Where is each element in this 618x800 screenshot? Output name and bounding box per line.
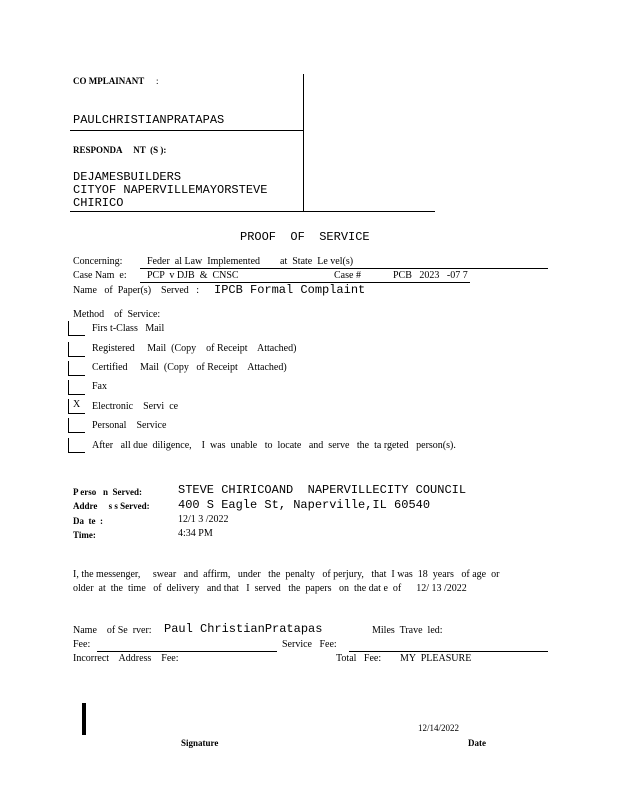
server-name-label: Name of Se rver: [73,625,152,636]
page-title: PROOF OF SERVICE [240,230,370,244]
method-checkbox-certified[interactable] [68,361,85,376]
method-checkbox-registered[interactable] [68,342,85,357]
caption-divider [303,74,304,211]
total-fee-label: Total Fee: [336,653,382,664]
miles-traveled-label: Miles Trave led: [372,625,443,636]
method-label-certified: Certified Mail (Copy of Receipt Attached) [92,362,287,373]
fee-label: Fee: [73,639,91,650]
affirmation-line-2: older at the time of delivery and that I served the papers on the dat e of 12/ 13 /2022 [73,583,467,594]
method-mark-electronic: X [73,399,81,410]
time-served-value: 4:34 PM [178,528,213,539]
respondant-line-2: CITYOF NAPERVILLEMAYORSTEVE [73,183,268,197]
case-number-label: Case # [334,270,361,281]
method-checkbox-personal[interactable] [68,418,85,433]
address-served-value: 400 S Eagle St, Naperville,IL 60540 [178,498,431,512]
complainant-label: CO MPLAINANT [73,76,145,86]
respondant-line-3: CHIRICO [73,196,124,210]
concerning-value: Feder al Law Implemented at State Le vel(s) [147,256,354,267]
method-checkbox-diligence[interactable] [68,438,85,453]
complainant-colon: : [156,76,159,86]
signature-date-value: 12/14/2022 [418,723,460,733]
date-served-label: Da te : [73,516,103,526]
person-served-value: STEVE CHIRICOAND NAPERVILLECITY COUNCIL [178,483,467,497]
total-fee-value: MY PLEASURE [400,653,472,664]
date-served-value: 12/1 3 /2022 [178,514,229,525]
service-fee-underline [349,651,548,652]
concerning-underline [140,268,548,269]
method-label-electronic: Electronic Servi ce [92,401,179,412]
respondant-label: RESPONDA NT (S ): [73,145,167,155]
service-fee-label: Service Fee: [282,639,337,650]
case-name-value: PCP v DJB & CNSC [147,270,239,281]
papers-label: Name of Paper(s) Served : [73,285,200,296]
papers-value: IPCB Formal Complaint [214,283,366,297]
incorrect-address-fee-label: Incorrect Address Fee: [73,653,179,664]
signature-mark [82,703,86,735]
respondant-line-1: DEJAMESBUILDERS [73,170,182,184]
caption-bottom-rule [70,211,435,212]
complainant-underline [70,130,303,131]
fee-underline [97,651,277,652]
concerning-label: Concerning: [73,256,123,267]
method-label-first-class: Firs t-Class Mail [92,323,165,334]
method-checkbox-first-class[interactable] [68,321,85,336]
affirmation-line-1: I, the messenger, swear and affirm, under the penalty of perjury, that I was 18 years of age or [73,569,500,580]
case-number-value: PCB 2023 -07 7 [393,270,468,281]
method-checkbox-fax[interactable] [68,380,85,395]
method-label-personal: Personal Service [92,420,167,431]
date-label: Date [468,738,486,748]
person-served-label: P erso n Served: [73,487,142,497]
server-name-value: Paul ChristianPratapas [164,622,323,636]
method-label-fax: Fax [92,381,107,392]
time-served-label: Time: [73,530,96,540]
address-served-label: Addre s s Served: [73,501,150,511]
complainant-name: PAULCHRISTIANPRATAPAS [73,113,225,127]
signature-label: Signature [181,738,219,748]
method-checkbox-electronic[interactable] [68,399,85,414]
method-label-diligence: After all due diligence, I was unable to locate and serve the ta rgeted person(s). [92,440,456,451]
method-label-registered: Registered Mail (Copy of Receipt Attached) [92,343,297,354]
case-name-label: Case Nam e: [73,270,127,281]
method-label: Method of Service: [73,309,161,320]
